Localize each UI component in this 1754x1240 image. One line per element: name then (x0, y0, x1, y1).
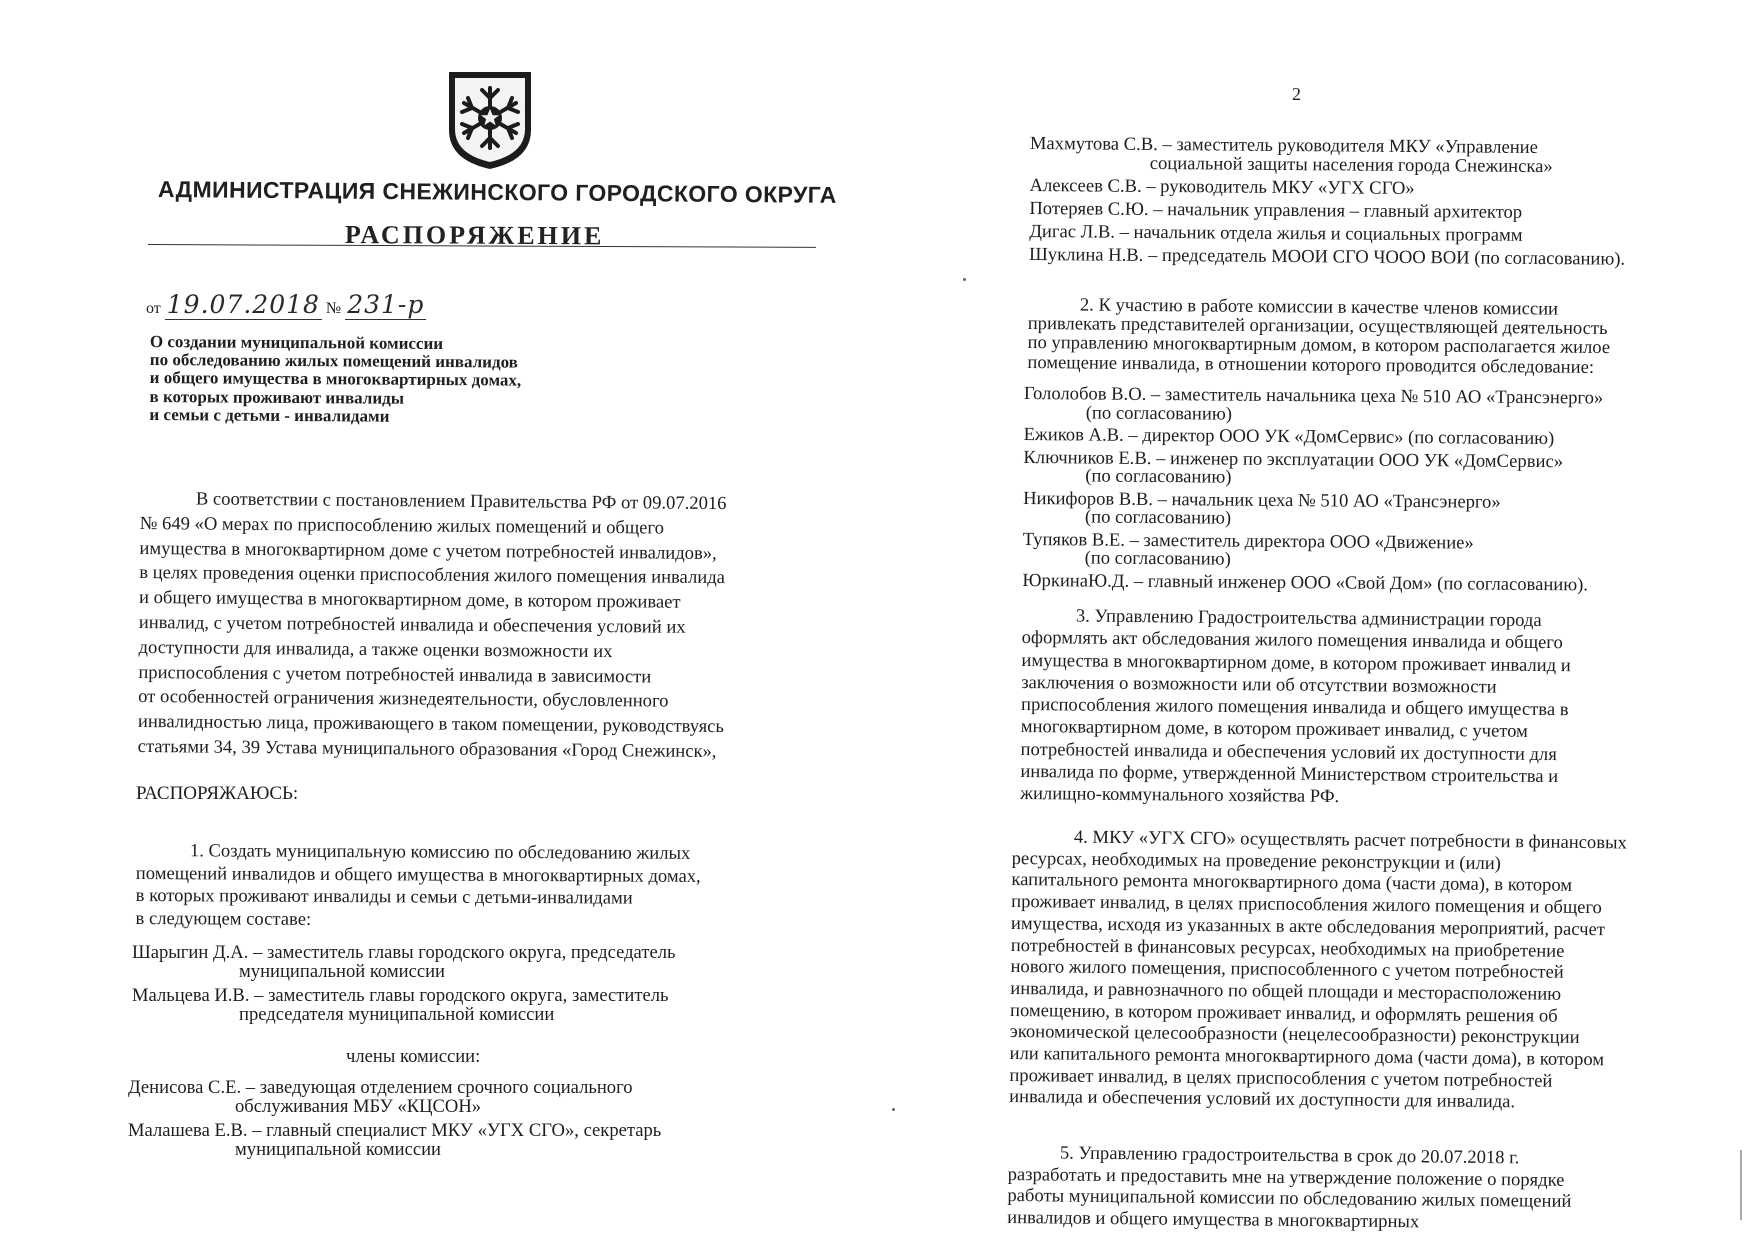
member-line: Никифоров В.В. – начальник цеха № 510 АО «Трансэнерго» (1023, 487, 1501, 513)
item-4-line: проживает инвалид, в целях приспособления с учетом потребностей (1009, 1064, 1553, 1092)
org-members-list (1022, 385, 1603, 595)
subject-line: О создании муниципальной комиссии (149, 332, 444, 354)
member-line: Гололобов В.О. – заместитель начальника цеха № 510 АО «Трансэнерго» (1023, 383, 1604, 409)
chair-list (132, 944, 675, 1024)
item-5-line: разработать и предоставить мне на утверждение положение о порядке (1007, 1163, 1565, 1191)
item-4-line: экономической целесообразности (нецелесообразности) реконструкции (1009, 1021, 1580, 1049)
member-line: Дигас Л.В. – начальник отдела жилья и социальных программ (1029, 220, 1523, 246)
preamble-line: приспособления с учетом потребностей инвалида в зависимости (138, 661, 652, 688)
member-line: Алексеев С.В. – руководитель МКУ «УГХ СГО» (1029, 174, 1415, 200)
preamble-line: доступности для инвалида, а также оценки возможности их (138, 636, 613, 662)
subject-line: в которых проживают инвалиды (149, 386, 405, 408)
member-line-cont: муниципальной комиссии (239, 960, 445, 982)
item-3-line: имущества в многоквартирном доме, в котором проживает инвалид и (1021, 649, 1571, 676)
preamble-line: имущества в многоквартирном доме с учетом потребностей инвалидов», (139, 537, 717, 564)
item-2-line: помещение инвалида, в отношении которого проводится обследование: (1027, 351, 1595, 378)
members-heading: члены комиссии: (346, 1046, 481, 1067)
document-type-title: РАСПОРЯЖЕНИЕ (344, 220, 605, 251)
item-1-line: 1. Создать муниципальную комиссию по обследованию жилых (189, 840, 691, 864)
snezhinsk-coat-of-arms-icon (445, 68, 535, 172)
item-3-line: 3. Управлению Градостроительства администрации города (1075, 605, 1542, 631)
member-line: Потеряев С.Ю. – начальник управления – главный архитектор (1029, 197, 1523, 223)
document-page-2 (880, 0, 1754, 1240)
order-number: 231-р (347, 290, 425, 319)
order-date: 19.07.2018 (166, 290, 320, 319)
preamble-line: в целях проведения оценки приспособления жилого помещения инвалида (139, 562, 726, 589)
item-4-line: помещению, в котором проживает инвалид, и оформлять решения об (1009, 999, 1558, 1027)
list-item (1023, 530, 1603, 572)
members-list-continued (1029, 134, 1626, 269)
list-item (1023, 489, 1603, 531)
item-3-line: потребностей инвалида и обеспечения условий их доступности для (1020, 738, 1557, 765)
item-4-line: проживает инвалид, в целях приспособления жилого помещения и общего (1011, 891, 1603, 919)
member-line: Ключников Е.В. – инженер по эксплуатации ООО УК «ДомСервис» (1023, 446, 1564, 472)
item-3-paragraph (1020, 605, 1571, 811)
member-line: Шарыгин Д.А. – заместитель главы городского округа, председатель (132, 942, 676, 963)
subject-line: по обследованию жилых помещений инвалидов (149, 350, 518, 372)
item-4-line: или капитального ремонта многоквартирного дома (части дома), в котором (1009, 1043, 1605, 1071)
scan-speck (892, 1108, 895, 1111)
list-item (1023, 448, 1603, 490)
item-5-paragraph (1007, 1142, 1572, 1234)
item-1-paragraph (136, 840, 701, 933)
item-4-line: инвалида, и равнозначного по общей площади и месторасположению (1010, 977, 1562, 1005)
administration-title: АДМИНИСТРАЦИЯ СНЕЖИНСКОГО ГОРОДСКОГО ОКРУГА (157, 176, 837, 208)
members-list (128, 1079, 661, 1159)
subject-line: и общего имущества в многоквартирных домах, (149, 368, 522, 390)
item-5-line: работы муниципальной комиссии по обследованию жилых помещений (1007, 1184, 1572, 1212)
member-line: Ежиков А.В. – директор ООО УК «ДомСервис» (по согласованию) (1023, 423, 1555, 450)
item-3-line: приспособления жилого помещения инвалида и общего имущества в (1020, 694, 1569, 721)
member-line: Шуклина Н.В. – председатель МООИ СГО ЧООО ВОИ (по согласованию). (1028, 243, 1626, 270)
list-item (128, 1079, 661, 1116)
member-line: Денисова С.Е. – заведующая отделением срочного социального (128, 1077, 633, 1098)
member-line-cont: председателя муниципальной комиссии (239, 1003, 555, 1025)
member-line-cont: муниципальной комиссии (235, 1138, 441, 1160)
preamble-paragraph (138, 487, 727, 765)
item-2-line: по управлению многоквартирным домом, в котором располагается жилое (1027, 332, 1611, 359)
item-3-line: жилищно-коммунального хозяйства РФ. (1020, 783, 1340, 808)
list-item (132, 987, 675, 1024)
item-5-line: инвалидов и общего имущества в многоквартирных (1007, 1206, 1420, 1232)
item-4-paragraph (1009, 826, 1627, 1115)
item-1-line: в которых проживают инвалиды и семьи с детьми-инвалидами (135, 884, 633, 909)
member-line-cont: (по согласованию) (1085, 401, 1233, 425)
member-line: Малашева Е.В. – главный специалист МКУ «УГХ СГО», секретарь (128, 1120, 662, 1141)
item-2-paragraph (1027, 295, 1610, 377)
order-word: РАСПОРЯЖАЮСЬ: (136, 783, 299, 804)
item-2-line: 2. К участию в работе комиссии в качестве членов комиссии (1079, 294, 1559, 320)
item-4-line: имущества, исходя из указанных в акте обследования мероприятий, расчет (1010, 912, 1606, 941)
preamble-line: № 649 «О мерах по приспособлению жилых помещений и общего (139, 512, 665, 539)
item-4-line: 4. МКУ «УГХ СГО» осуществлять расчет потребности в финансовых (1073, 826, 1627, 854)
date-number-line (146, 290, 426, 319)
member-line: Мальцева И.В. – заместитель главы городского округа, заместитель (132, 985, 669, 1006)
item-4-line: ресурсах, необходимых на проведение реконструкции и (или) (1011, 847, 1502, 874)
item-4-line: капитального ремонта многоквартирного дома (части дома), в котором (1011, 869, 1573, 897)
item-4-line: инвалида и обеспечения условий их доступности для инвалида. (1009, 1086, 1516, 1113)
member-line: Тупяков В.Е. – заместитель директора ООО «Движение» (1022, 528, 1474, 554)
page-number: 2 (1292, 84, 1301, 104)
list-item (1024, 385, 1604, 427)
item-2-line: привлекать представителей организации, осуществляющей деятельность (1027, 313, 1608, 340)
item-3-line: инвалида по форме, утвержденной Министерством строительства и (1020, 761, 1559, 788)
subject-line: и семьи с детьми - инвалидами (149, 404, 390, 426)
preamble-line: инвалид, с учетом потребностей инвалида и обеспечения условий их (138, 611, 686, 638)
date-from-label: от (146, 300, 161, 317)
item-5-line: 5. Управлению градостроительства в срок до 20.07.2018 г. (1059, 1142, 1520, 1169)
list-item (132, 944, 675, 981)
preamble-line: от особенностей ограничения жизнедеятельности, обусловленного (138, 686, 669, 712)
list-item (1030, 134, 1626, 177)
number-label: № (325, 300, 342, 317)
preamble-line: В соответствии с постановлением Правительства РФ от 09.07.2016 (195, 488, 727, 515)
item-4-line: потребностей в финансовых ресурсах, необходимых на приобретение (1010, 934, 1565, 962)
member-line: Махмутова С.В. – заместитель руководителя МКУ «Управление (1029, 133, 1538, 158)
member-line: ЮркинаЮ.Д. – главный инженер ООО «Свой Дом» (по согласованию). (1022, 569, 1589, 595)
item-1-line: помещений инвалидов и общего имущества в многоквартирных домах, (135, 862, 701, 887)
item-3-line: оформлять акт обследования жилого помещения инвалида и общего (1021, 627, 1563, 654)
member-line-cont: (по согласованию) (1085, 465, 1232, 488)
list-item (1022, 571, 1601, 594)
member-line-cont: социальной защиты населения города Снежинска» (1149, 152, 1553, 178)
preamble-line: и общего имущества в многоквартирном доме, в котором проживает (138, 587, 681, 613)
list-item (1023, 423, 1603, 450)
preamble-line: статьями 34, 39 Устава муниципального образования «Город Снежинск», (137, 735, 717, 763)
member-line-cont: обслуживания МБУ «КЦСОН» (235, 1095, 482, 1117)
item-3-line: заключения о возможности или об отсутствии возможности (1021, 671, 1497, 698)
list-item (128, 1122, 661, 1159)
order-subject (149, 333, 710, 428)
item-3-line: многоквартирном доме, в котором проживает инвалид, с учетом (1020, 716, 1528, 743)
scan-edge-mark (1740, 1150, 1742, 1220)
member-line-cont: (по согласованию) (1084, 547, 1231, 570)
scan-speck (963, 278, 966, 281)
preamble-line: инвалидностью лица, проживающего в таком помещении, руководствуясь (137, 711, 725, 738)
member-line-cont: (по согласованию) (1084, 506, 1232, 529)
item-1-line: в следующем составе: (135, 907, 312, 930)
item-4-line: нового жилого помещения, приспособленного с учетом потребностей (1010, 956, 1564, 984)
